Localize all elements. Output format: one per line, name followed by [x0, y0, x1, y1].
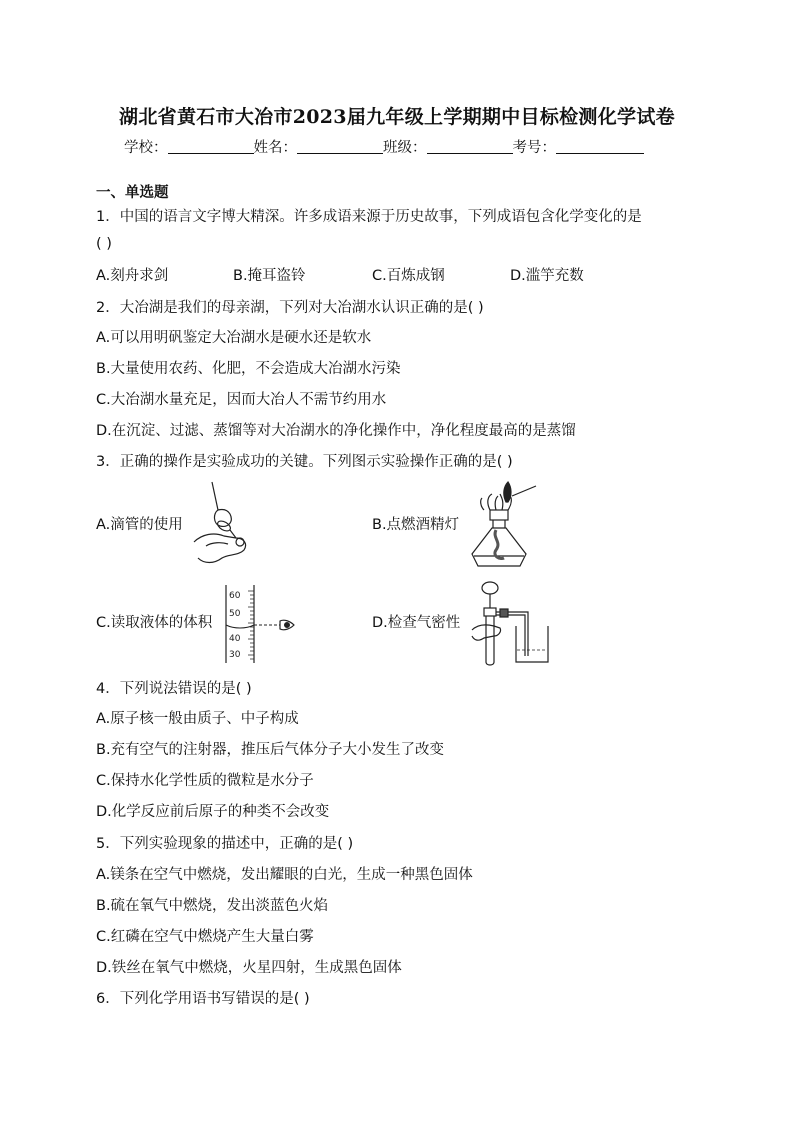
alcohol-lamp-figure [468, 480, 540, 572]
q3-stem: 3．正确的操作是实验成功的关键。下列图示实验操作正确的是( ) [96, 454, 513, 470]
q3-option-c[interactable]: C.读取液体的体积 [96, 615, 213, 631]
q1-option-a[interactable]: A.刻舟求剑 [96, 268, 169, 284]
school-label: 学校： [124, 140, 168, 156]
q5-stem: 5．下列实验现象的描述中，正确的是( ) [96, 836, 354, 852]
q2-option-c[interactable]: C.大冶湖水量充足，因而大冶人不需节约用水 [96, 392, 387, 408]
dropper-usage-figure [192, 480, 254, 570]
q1-option-c[interactable]: C.百炼成钢 [372, 268, 445, 284]
section-heading: 一、单选题 [96, 185, 169, 201]
q1-stem: 1．中国的语言文字博大精深。许多成语来源于历史故事，下列成语包含化学变化的是 [96, 209, 642, 225]
q5-option-c[interactable]: C.红磷在空气中燃烧产生大量白雾 [96, 929, 314, 945]
page-title: 湖北省黄石市大冶市2023届九年级上学期期中目标检测化学试卷 [119, 106, 675, 128]
student-info-line [124, 136, 644, 157]
q1-stem-cont: ( ) [96, 236, 112, 252]
school-blank[interactable] [168, 139, 254, 154]
class-label: 班级： [383, 140, 427, 156]
q5-option-b[interactable]: B.硫在氧气中燃烧，发出淡蓝色火焰 [96, 898, 329, 914]
exam-no-blank[interactable] [556, 139, 644, 154]
q3-option-d[interactable]: D.检查气密性 [372, 615, 461, 631]
q4-option-a[interactable]: A.原子核一般由质子、中子构成 [96, 711, 299, 727]
cylinder-reading-figure [224, 585, 300, 665]
q2-option-a[interactable]: A.可以用明矾鉴定大冶湖水是硬水还是软水 [96, 330, 372, 346]
q4-stem: 4．下列说法错误的是( ) [96, 681, 252, 697]
q1-option-b[interactable]: B.掩耳盗铃 [233, 268, 306, 284]
q5-option-a[interactable]: A.镁条在空气中燃烧，发出耀眼的白光，生成一种黑色固体 [96, 867, 473, 883]
tick-label-30: 30 [229, 650, 241, 660]
name-blank[interactable] [297, 139, 383, 154]
q4-option-b[interactable]: B.充有空气的注射器，推压后气体分子大小发生了改变 [96, 742, 445, 758]
q2-stem: 2．大冶湖是我们的母亲湖，下列对大冶湖水认识正确的是( ) [96, 300, 484, 316]
exam-no-label: 考号： [512, 140, 556, 156]
tick-label-40: 40 [229, 634, 241, 644]
q6-stem: 6．下列化学用语书写错误的是( ) [96, 991, 310, 1007]
q1-option-d[interactable]: D.滥竽充数 [510, 268, 584, 284]
tick-label-50: 50 [229, 609, 241, 619]
tick-label-60: 60 [229, 591, 241, 601]
name-label: 姓名： [253, 140, 297, 156]
q4-option-c[interactable]: C.保持水化学性质的微粒是水分子 [96, 773, 314, 789]
q4-option-d[interactable]: D.化学反应前后原子的种类不会改变 [96, 804, 330, 820]
q5-option-d[interactable]: D.铁丝在氧气中燃烧，火星四射，生成黑色固体 [96, 960, 402, 976]
q3-option-a[interactable]: A.滴管的使用 [96, 517, 183, 533]
q1-options [96, 264, 696, 284]
q2-option-b[interactable]: B.大量使用农药、化肥，不会造成大冶湖水污染 [96, 361, 401, 377]
class-blank[interactable] [427, 139, 513, 154]
q2-option-d[interactable]: D.在沉淀、过滤、蒸馏等对大冶湖水的净化操作中，净化程度最高的是蒸馏 [96, 423, 576, 439]
q3-option-b[interactable]: B.点燃酒精灯 [372, 517, 460, 533]
airtightness-check-figure [470, 580, 552, 666]
